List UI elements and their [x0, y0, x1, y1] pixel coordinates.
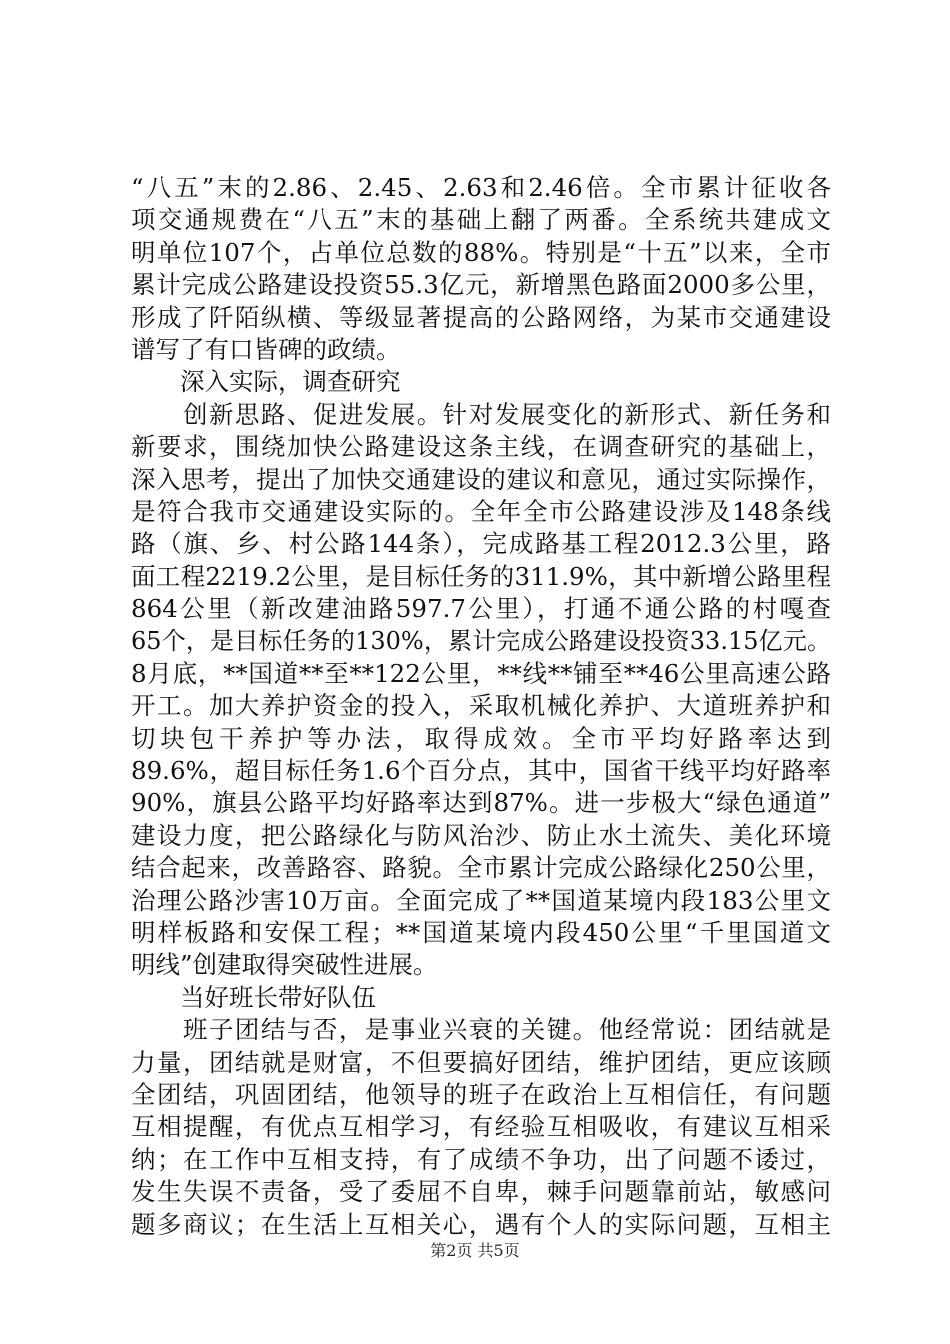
- text-line: 面工程2219.2公里，是目标任务的311.9%，其中新增公路里程: [131, 561, 831, 591]
- text-line: 是符合我市交通建设实际的。全年全市公路建设涉及148条线: [131, 496, 831, 526]
- section-heading: 当好班长带好队伍: [180, 982, 376, 1012]
- text-line: 明样板路和安保工程；**国道某境内段450公里“千里国道文: [131, 917, 831, 947]
- text-line: 项交通规费在“八五”末的基础上翻了两番。全系统共建成文: [131, 205, 831, 235]
- text-line: 深入思考，提出了加快交通建设的建议和意见，通过实际操作，: [131, 464, 831, 494]
- text-line: 新要求，围绕加快公路建设这条主线，在调查研究的基础上，: [131, 432, 831, 462]
- text-line: 创新思路、促进发展。针对发展变化的新形式、新任务和: [131, 399, 831, 429]
- text-line: 明线”创建取得突破性进展。: [131, 950, 438, 980]
- text-line: 结合起来，改善路容、路貌。全市累计完成公路绿化250公里，: [131, 853, 831, 883]
- text-line: 明单位107个，占单位总数的88%。特别是“十五”以来，全市: [131, 237, 831, 267]
- text-line: 纳；在工作中互相支持，有了成绩不争功，出了问题不诿过，: [131, 1144, 831, 1174]
- text-line: 89.6%，超目标任务1.6个百分点，其中，国省干线平均好路率: [131, 756, 831, 786]
- text-line: 864公里（新改建油路597.7公里），打通不通公路的村嘎查: [131, 594, 831, 624]
- text-line: 65个，是目标任务的130%，累计完成公路建设投资33.15亿元。: [131, 627, 831, 656]
- text-line: 90%，旗县公路平均好路率达到87%。进一步极大“绿色通道”: [131, 788, 831, 818]
- text-line: 班子团结与否，是事业兴衰的关键。他经常说：团结就是: [131, 1015, 831, 1045]
- text-line: 治理公路沙害10万亩。全面完成了**国道某境内段183公里文: [131, 885, 831, 915]
- text-line: “八五”末的2.86、2.45、2.63和2.46倍。全市累计征收各: [131, 173, 831, 202]
- text-line: 切块包干养护等办法，取得成效。全市平均好路率达到: [131, 723, 831, 753]
- page-footer: 第2页 共5页: [430, 1241, 520, 1260]
- text-line: 开工。加大养护资金的投入，采取机械化养护、大道班养护和: [131, 691, 831, 721]
- text-line: 互相提醒，有优点互相学习，有经验互相吸收，有建议互相采: [131, 1112, 831, 1142]
- text-line: 累计完成公路建设投资55.3亿元，新增黑色路面2000多公里，: [131, 270, 831, 300]
- section-heading: 深入实际，调查研究: [180, 367, 401, 397]
- text-line: 路（旗、乡、村公路144条），完成路基工程2012.3公里，路: [131, 529, 831, 559]
- text-line: 8月底，**国道**至**122公里，**线**铺至**46公里高速公路: [131, 658, 831, 688]
- text-line: 发生失误不责备，受了委屈不自卑，棘手问题靠前站，敏感问: [131, 1177, 831, 1207]
- text-line: 全团结，巩固团结，他领导的班子在政治上互相信任，有问题: [131, 1079, 831, 1109]
- document-body: [131, 172, 831, 1241]
- text-line: 力量，团结就是财富，不但要搞好团结，维护团结，更应该顾: [131, 1047, 831, 1077]
- text-line: 谱写了有口皆碑的政绩。: [131, 334, 401, 364]
- text-line: 形成了阡陌纵横、等级显著提高的公路网络，为某市交通建设: [131, 302, 831, 332]
- text-line: 题多商议；在生活上互相关心，遇有个人的实际问题，互相主: [131, 1209, 831, 1239]
- text-line: 建设力度，把公路绿化与防风治沙、防止水土流失、美化环境: [131, 820, 831, 850]
